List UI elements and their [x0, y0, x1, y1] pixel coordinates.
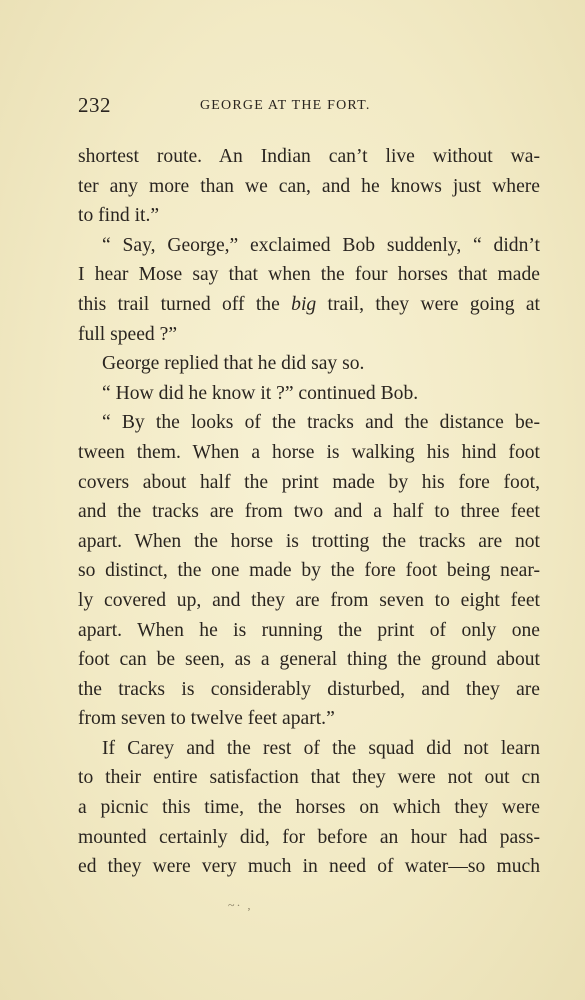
text-line: If Carey and the rest of the squad did not learn	[102, 737, 540, 759]
body-text	[78, 142, 540, 882]
text-line: shortest route. An Indian can’t live without wa-	[78, 146, 540, 167]
text-line: ly covered up, and they are from seven to eight feet	[78, 589, 540, 611]
text-line: the tracks is considerably disturbed, and they are	[78, 678, 540, 700]
text-line: this trail turned off the big trail, they were going at	[78, 293, 540, 315]
text-line: covers about half the print made by his fore foot,	[78, 471, 540, 493]
text-line: “ How did he know it ?” continued Bob.	[102, 382, 419, 404]
text-line: to their entire satisfaction that they were not out cn	[78, 767, 540, 789]
text-line: mounted certainly did, for before an hour had pass-	[78, 826, 540, 848]
page-smudge-mark: ~· ,	[228, 898, 253, 912]
page-number: 232	[78, 93, 111, 117]
text-line: to find it.”	[78, 205, 160, 227]
text-line: a picnic this time, the horses on which they were	[78, 797, 540, 819]
text-line: foot can be seen, as a general thing the ground about	[78, 649, 540, 671]
text-line: tween them. When a horse is walking his hind foot	[78, 441, 540, 463]
text-line: ter any more than we can, and he knows just where	[78, 175, 540, 197]
text-line: and the tracks are from two and a half to three feet	[78, 501, 540, 523]
text-line: full speed ?”	[78, 323, 178, 345]
text-line: apart. When he is running the print of only one	[78, 619, 540, 641]
text-line: “ Say, George,” exclaimed Bob suddenly, “ didn’t	[102, 234, 540, 256]
text-line: so distinct, the one made by the fore foot being near-	[78, 560, 540, 582]
italic-word: big	[291, 293, 317, 315]
text-line: apart. When the horse is trotting the tracks are not	[78, 530, 540, 552]
page-header	[78, 93, 540, 123]
text-line: from seven to twelve feet apart.”	[78, 708, 335, 730]
text-line: George replied that he did say so.	[102, 353, 365, 375]
text-line: ed they were very much in need of water—so much	[78, 856, 540, 878]
running-title: GEORGE AT THE FORT.	[200, 98, 371, 113]
text-line: I hear Mose say that when the four horses that made	[78, 264, 540, 286]
text-line: “ By the looks of the tracks and the distance be-	[102, 412, 540, 434]
